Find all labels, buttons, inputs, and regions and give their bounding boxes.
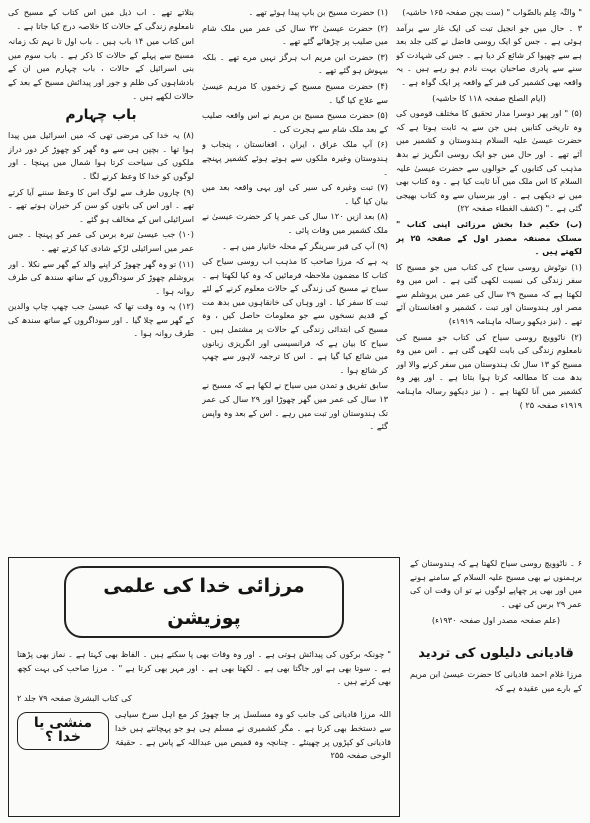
paragraph: مرزا غلام احمد قادیانی کا حضرت عیسیٰ ابن مریم کے بارے میں عقیدہ ہے کہ bbox=[410, 668, 582, 693]
list-item: (۸) بعد ازیں ۱۲۰ سال کی عمر پا کر حضرت عیسیٰ نے ملک کشمیر میں وفات پائی ۔ bbox=[202, 211, 388, 235]
three-column-area bbox=[8, 6, 582, 551]
list-item: (۲) حضرت عیسیٰ ۳۲ سال کی عمر میں ملک شام میں صلیب پر چڑھائے گئے تھے ۔ bbox=[202, 22, 388, 47]
paragraph: (ب) حکیم خدا بخش مرزائی اپنی کتاب " مسلک مصنفہ مصدر اول کے صفحہ ۲۵ پر لکھتے ہیں ۔ bbox=[396, 218, 582, 257]
list-item: (۱۰) جب عیسیٰ تیرہ برس کی عمر کو پہنچا ۔ جس عمر میں اسرائیلی لڑکے شادی کیا کرتے تھے ۔ bbox=[8, 229, 194, 253]
box-title: مرزائی خدا کی علمی پوزیشن bbox=[64, 566, 344, 638]
box-subtitle: منشی یا خدا ؟ bbox=[17, 712, 109, 749]
list-item: (۴) حضرت مسیح مسیح کے زخموں کا مرہم عیسیٰ سے علاج کیا گیا ۔ bbox=[202, 80, 388, 105]
right-bottom-column bbox=[410, 557, 582, 817]
bottom-area bbox=[8, 557, 582, 817]
list-item: (۱۱) تو وہ گھر چھوڑ کر اپنے والد کے گھر سے نکلا ۔ اور یروشلم چھوڑ کر سوداگروں کے ساتھ سندھ کی طرف روانہ ہوا ۔ bbox=[8, 258, 194, 296]
paragraph: (۱) نوٹوش روسی سیاح کی کتاب میں جو مسیح کا سفر زندگی کی نسبت لکھی گئی ہے ۔ اس میں وہ لکھتا ہے کہ مسیح ۲۹ سال کی عمر میں یروشلم سے مصر اور ہندوستان اور تبت ، کشمیر و افغانستان آئے تھے ۔ (نیز دیکھو رسالہ ماہنامہ ۱۹۱۹ء) bbox=[396, 261, 582, 327]
list-item: (۸) یہ خدا کی مرضی تھی کہ میں اسرائیل میں پیدا ہوا تھا ۔ بچپن ہی سے وہ گھر کو چھوڑ کر دور دراز ملکوں کی سیاحت کرتا ہوا شمال میں پہنچا ۔ اور لوگوں کو خدا کا وعظ کرنے لگا ۔ bbox=[8, 130, 194, 181]
section-heading: قادیانی دلیلوں کی تردید bbox=[418, 645, 574, 661]
paragraph: یہ ہے کہ مرزا صاحب کا مذہب اب روسی سیاح کی کتاب کا مضمون ملاحظہ فرمائیں کہ وہ کیا لکھتا ہے ۔ سیاح نے مسیح کی زندگی کے حالات معلوم کرنے کے لئے تبت کا سفر کیا ۔ اور وہاں کی خانقاہوں میں بدھ مت کے قدیم نسخوں سے جو معلومات حاصل کیں ، وہ مسیح کی ابتدائی زندگی کے حالات پر مشتمل ہیں ۔ سیاح کا بیان ہے کہ فرانسیسی اور انگریزی زبانوں میں شائع کیا گیا ہے ۔ اس کا ترجمہ لاہور سے چھپ کر شائع ہوا ۔ bbox=[202, 256, 388, 375]
list-item: (۹) چاروں طرف سے لوگ اس کا وعظ سننے آیا کرتے تھے ۔ اور اس کی باتوں کو سن کر حیران ہوتے تھے ۔ اسرائیلی اس کے مخالف ہو گئے ۔ bbox=[8, 186, 194, 224]
section-heading: باب چہارم bbox=[65, 107, 137, 124]
paragraph: (۵) " اور پھر دوسرا مدار تحقیق کا مختلف قوموں کی وہ تاریخی کتابیں ہیں جن سے یہ ثابت ہوتا ہے کہ حضرت عیسیٰ علیہ السلام ہندوستان و کشمیر میں آئے تھے ۔ اور حال میں جو ایک روسی انگریز نے بدھ مذہب کی کتابوں کے حوالوں سے حضرت عیسیٰ علیہ السلام کا اس ملک میں آنا ثابت کیا ہے ۔ وہ کتاب بھی میں نے دیکھی ہے ۔ اور بیرسیاں سے وہ کتاب بھیجی گئی ہے ۔" (کشف الغطاء صفحہ ۲۲) bbox=[396, 108, 582, 214]
paragraph: بتلاتے تھے ۔ اب ذیل میں اس کتاب کے مسیح کی نامعلوم زندگی کے حالات کا خلاصہ درج کیا جاتا ہے ۔ bbox=[8, 7, 194, 31]
list-item: (۱۲) یہ وہ وقت تھا کہ عیسیٰ جب چھپ چاپ والدین کے گھر سے چلا گیا ۔ اور سوداگروں کے ساتھ سندھ کی طرف روانہ ہوا ۔ bbox=[8, 301, 194, 339]
list-item: (۱) حضرت مسیح بن باپ پیدا ہوئے تھے ۔ bbox=[248, 7, 388, 17]
list-item: (۷) تبت وغیرہ کی سیر کی اور یہی واقعہ بعد میں بیان کیا گیا ۔ bbox=[202, 182, 388, 206]
citation: (علم صفحہ مصدر اول صفحہ ۱۹۳۰ء) bbox=[431, 615, 561, 626]
left-column bbox=[8, 6, 194, 551]
paragraph: (۲) ناٹوویچ روسی سیاح کی کتاب جو مسیح کی نامعلوم زندگی کی بابت لکھی گئی ہے ۔ اس میں وہ مسیح کو ۱۳ سال تک ہندوستان میں سفر کرنے والا اور بدھ مت کا مطالعہ کرتا ہوا بتاتا ہے ۔ اور پھر وہ کشمیر میں آنا لکھتا ہے ۔ ( نیز دیکھو رسالہ ماہنامہ ۱۹۱۹ء صفحہ ۲۵ ) bbox=[396, 331, 582, 410]
paragraph: " والتّٰہ عِلم بالصّواب " (ست بچن صفحہ ۱۶۵ حاشیہ) bbox=[402, 7, 582, 17]
citation: کی کتاب البشریٰ صفحہ ۷۹ جلد ۲ bbox=[17, 692, 132, 703]
list-item: (۵) حضرت مسیح مسیح بن مریم نے اس واقعہ صلیب کے بعد ملک شام سے ہجرت کی ۔ bbox=[202, 110, 388, 134]
right-column bbox=[396, 6, 582, 551]
paragraph: ۶ ۔ ناٹوویچ روسی سیاح لکھتا ہے کہ ہندوستان کے برہمنوں نے بھی مسیح علیہ السلام کے سامنے ہونے میں اور بھی پر چھاپے لوگوں نے تو ان وقت ان کی عمر ۲۹ برس کی تھی ۔ bbox=[410, 558, 582, 609]
list-item: (۳) حضرت ابن مریم اب ہرگز نہیں مرے تھے ۔ بلکہ بیہوش ہو گئے تھے ۔ bbox=[202, 51, 388, 76]
paragraph: سابق تفریق و تمدن میں سیاح نے لکھا ہے کہ مسیح نے ۱۳ سال کی عمر میں گھر چھوڑا اور ۲۹ سال کی عمر تک ہندوستان اور تبت میں رہے ۔ اس کے بعد وہ واپس گئے ۔ bbox=[202, 380, 388, 432]
list-item: (۶) آپ ملک عراق ، ایران ، افغانستان ، پنجاب و ہندوستان وغیرہ ملکوں سے ہوتے ہوئے کشمیر پہنچے ۔ bbox=[202, 139, 388, 177]
citation: (ایام الصلح صفحہ ۱۱۸ کا حاشیہ) bbox=[432, 92, 546, 103]
middle-column bbox=[202, 6, 388, 551]
paragraph: ۳ ۔ حال میں جو انجیل تبت کی ایک غار سے برآمد ہوئی ہے ۔ جس کو ایک روسی فاضل نے کئی جلد بعد ہے سے چھپوا کر شائع کر دیا ہے ۔ جس کی شہادت کو سنے سے پادری صاحبان بہت نادم ہو رہے ہیں ۔ یہ واقعہ بھی کشمیر کی قبر کے واقعہ پر ایک گواہ ہے ۔ bbox=[396, 22, 582, 87]
list-item: (۹) آپ کی قبر سرینگر کے محلہ خانیار میں ہے ۔ bbox=[222, 240, 388, 251]
paragraph: اللہ مرزا قادیانی کی جانب کو وہ مسلسل پر جا چھوڑ کر مع اہل سرخ سیاہی سے دستخط بھی کرتا ہے ۔ مگر کشمیری نے مسلم ہی ہو جو پہچانتے ہیں خدا قادیانی کو کپڑوں پر چھینٹے ۔ چنانچہ وہ قمیص میں عبداللہ کے پاس ہے ۔ حقیقۃ الوحی صفحہ ۲۵۵ bbox=[115, 709, 391, 761]
paragraph: " چونکہ برکوں کی پیدائش ہوتی ہے ۔ اور وہ وفات بھی پا سکتے ہیں ۔ الفاظ بھی کہتا ہے ۔ نماز بھی پڑھتا ہے ۔ سوتا بھی ہے اور جاگتا بھی ہے ۔ لکھتا بھی ہے ۔ اور مہر بھی کرتا ہے " ۔ مرزا صاحب کی بہت کچھ بھی کرتے ہیں ۔ bbox=[17, 649, 391, 687]
paragraph: اس کتاب میں ۱۴ باب ہیں ۔ باب اول تا نہم تک زمانہ مسیح سے پہلے کے حالات کا ذکر ہے ۔ باب سوم میں بنی اسرائیل کے حالات ، باب چہارم میں ان کے بادشاہوں کی ظلم و جور اور پیدائش مسیح کے بعد کے حالات لکھے ہیں ۔ bbox=[8, 36, 194, 101]
boxed-article bbox=[8, 557, 400, 817]
